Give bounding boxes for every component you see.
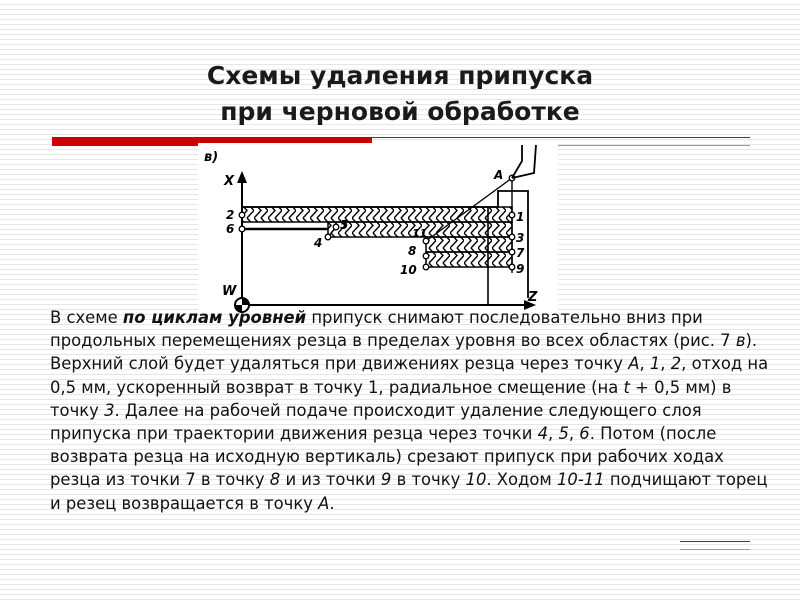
title-rule-top: [372, 137, 750, 138]
text-italic: А: [628, 354, 640, 374]
axis-x-label: X: [224, 174, 235, 189]
machining-diagram-svg: [198, 143, 558, 313]
text-run: ,: [660, 354, 671, 374]
point-label-9: 9: [516, 262, 525, 276]
point-label-5: 5: [340, 218, 349, 232]
text-run: в точку: [391, 470, 466, 490]
text-run: . Ходом: [486, 470, 557, 490]
text-run: В схеме: [50, 308, 123, 327]
text-italic: 1: [649, 354, 661, 374]
text-run: подчищают торец и резец возвращается в точку: [50, 470, 768, 513]
machining-diagram: [198, 143, 558, 313]
text-run: и из точки: [280, 470, 381, 490]
slide-title: [120, 58, 680, 130]
text-run: + 0,5 мм) в точку: [50, 377, 732, 420]
text-italic: 10: [465, 470, 487, 490]
title-line-1: Схемы удаления припуска: [206, 61, 594, 90]
origin-label: W: [222, 284, 237, 299]
text-italic: 8: [269, 470, 281, 490]
text-italic: А: [318, 493, 330, 513]
layer-fourth: [426, 252, 512, 267]
point-label-7: 7: [516, 246, 525, 260]
point-label-11: 11: [412, 227, 428, 240]
cutting-tool-icon: [512, 145, 536, 178]
text-run: ,: [568, 424, 580, 444]
text-italic: 6: [579, 424, 590, 444]
text-italic: 3: [104, 400, 115, 420]
x-axis-arrow: [237, 171, 247, 183]
point-label-2: 2: [226, 208, 235, 222]
fig-label: в): [204, 150, 219, 165]
text-run: . Далее на рабочей подаче происходит удаление следующего слоя припуска при траектории движения резца через точки: [50, 400, 702, 444]
text-italic: t: [623, 377, 630, 397]
text-run: ,: [639, 354, 650, 374]
title-line-2: при черновой обработке: [220, 97, 580, 126]
text-run: припуск снимают последовательно вниз при продольных перемещениях резца в пределах уровня во всех областях (рис. 7: [50, 308, 736, 351]
text-italic: в: [735, 331, 746, 351]
text-italic: 10-11: [557, 470, 605, 490]
text-run: , отход на 0,5 мм, ускоренный возврат в точку 1, радиальное смещение (на: [50, 354, 769, 397]
point-label-10: 10: [400, 263, 417, 277]
point-label-6: 6: [226, 222, 235, 236]
point-label-3: 3: [516, 231, 525, 245]
point-label-1: 1: [516, 210, 525, 224]
layer-top: [242, 207, 512, 222]
point-label-4: 4: [314, 236, 323, 250]
text-italic: 2: [670, 354, 682, 374]
axis-z-label: Z: [528, 290, 538, 305]
text-run: . Потом (после возврата резца на исходную вертикаль) срезают припуск при рабочих ходах резца из точки 7 в точку: [50, 424, 724, 490]
point-label-8: 8: [408, 244, 417, 258]
description-paragraph: [50, 306, 770, 515]
text-run: .: [329, 493, 335, 513]
text-run: ). Верхний слой будет удаляться при движениях резца через точку: [50, 331, 758, 374]
text-emphasis: по циклам уровней: [122, 308, 307, 327]
point-a-label: A: [494, 168, 504, 182]
text-italic: 4: [537, 424, 549, 444]
text-run: ,: [548, 424, 559, 444]
layer-third: [426, 237, 512, 252]
text-italic: 5: [558, 424, 569, 444]
text-italic: 9: [380, 470, 392, 490]
